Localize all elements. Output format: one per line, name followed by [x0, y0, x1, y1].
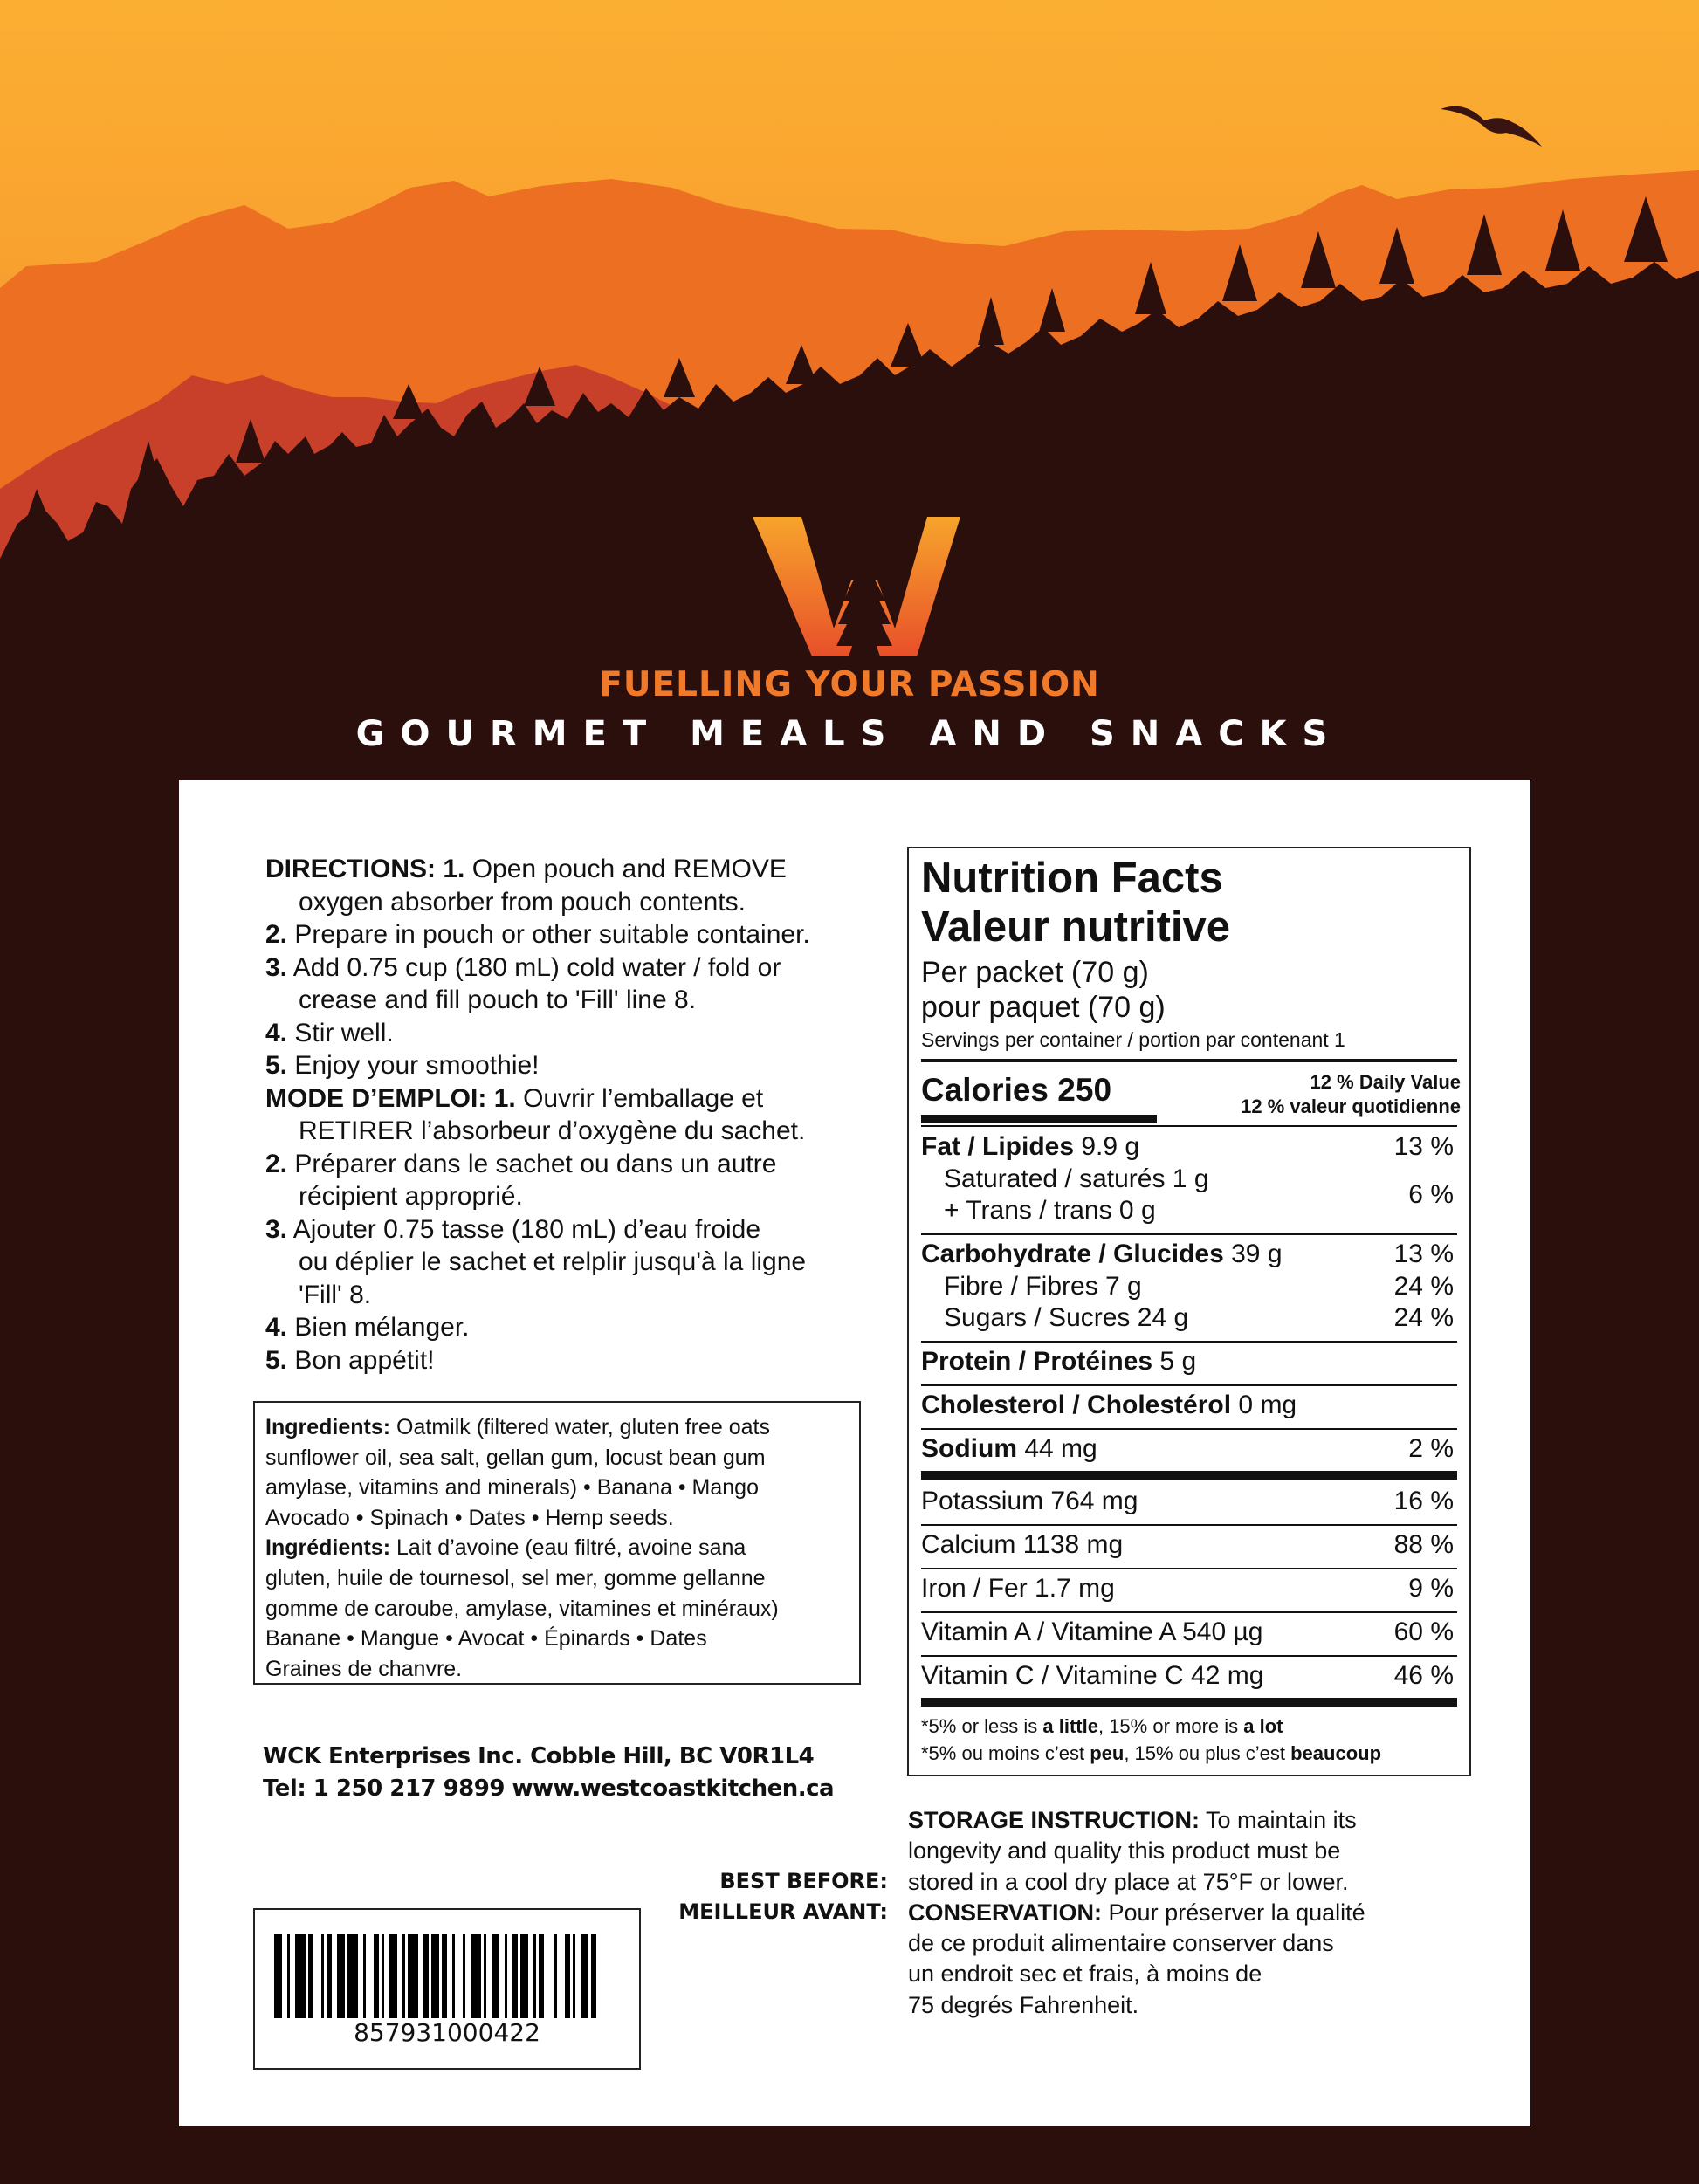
rule: [921, 1655, 1457, 1657]
footnote-emph: a little: [1042, 1715, 1098, 1737]
step-number: 2.: [265, 920, 288, 949]
row-vitamin-c: [921, 1661, 1457, 1691]
rule: [921, 1233, 1457, 1235]
step-number: 5.: [265, 1051, 288, 1080]
row-sodium: [921, 1434, 1457, 1464]
rule: [921, 1428, 1457, 1430]
ingredients-line: gomme de caroube, amylase, vitamines et minéraux): [265, 1596, 779, 1621]
barcode-bar: [337, 1934, 345, 2018]
step-number: 1.: [443, 855, 465, 883]
footnote-fr: [921, 1740, 1469, 1767]
ingredients-line: sunflower oil, sea salt, gellan gum, locust bean gum: [265, 1445, 766, 1470]
sodium-pct: 2 %: [1408, 1434, 1454, 1463]
calcium-pct: 88 %: [1393, 1530, 1454, 1559]
footnote: [921, 1713, 1469, 1767]
directions-step: Prepare in pouch or other suitable container.: [294, 920, 810, 949]
row-calcium: [921, 1530, 1457, 1560]
directions-step: Bon appétit!: [294, 1345, 435, 1375]
barcode-bar: [484, 1934, 486, 2018]
row-fibre: [944, 1272, 1457, 1301]
sat-trans-pct: 6 %: [1408, 1180, 1454, 1209]
sugars-label: Sugars / Sucres 24 g: [944, 1303, 1189, 1332]
storage-line: de ce produit alimentaire conserver dans: [908, 1930, 1334, 1957]
ingredients-line: Lait d’avoine (eau filtré, avoine sana: [396, 1535, 746, 1561]
serving-size-fr: pour paquet (70 g): [921, 991, 1166, 1024]
footnote-text: , 15% ou plus c’est: [1124, 1742, 1291, 1764]
directions-step: Bien mélanger.: [294, 1313, 470, 1342]
nutrition-title-en: Nutrition Facts: [921, 855, 1223, 902]
barcode-bar: [554, 1934, 557, 2018]
barcode-bar: [389, 1934, 397, 2018]
storage-heading: STORAGE INSTRUCTION:: [908, 1807, 1200, 1833]
directions-step: ou déplier le sachet et relplir jusqu'à la ligne: [299, 1247, 807, 1276]
barcode-bar: [581, 1934, 588, 2018]
storage-instructions: [908, 1805, 1484, 2021]
ingredients-line: Oatmilk (filtered water, gluten free oats: [396, 1415, 770, 1439]
barcode-bar: [308, 1934, 313, 2018]
tagline-primary: FUELLING YOUR PASSION: [599, 665, 1100, 704]
ingredients-line: Graines de chanvre.: [265, 1656, 463, 1681]
calories-bar: [921, 1115, 1157, 1123]
step-number: 1.: [493, 1083, 516, 1113]
carb-label: Carbohydrate / Glucides: [921, 1240, 1224, 1268]
footnote-text: *5% ou moins c’est: [921, 1742, 1090, 1764]
barcode-bar: [533, 1934, 536, 2018]
rule: [921, 1384, 1457, 1386]
row-vitamin-a: [921, 1617, 1457, 1647]
row-potassium: [921, 1487, 1457, 1516]
nutrition-facts-table: [907, 847, 1471, 1776]
step-number: 4.: [265, 1018, 288, 1047]
barcode-bar: [463, 1934, 465, 2018]
footnote-emph: beaucoup: [1290, 1742, 1382, 1764]
barcode-bar: [442, 1934, 447, 2018]
iron-pct: 9 %: [1408, 1574, 1454, 1603]
vitamin-a-label: Vitamin A / Vitamine A 540 µg: [921, 1617, 1263, 1646]
step-number: 3.: [265, 1214, 288, 1244]
row-iron: [921, 1574, 1457, 1604]
directions-step: Ajouter 0.75 tasse (180 mL) d’eau froide: [292, 1214, 761, 1244]
iron-label: Iron / Fer 1.7 mg: [921, 1574, 1115, 1603]
mode-emploi-heading: MODE D’EMPLOI:: [265, 1083, 487, 1113]
barcode-box: [253, 1908, 641, 2070]
storage-line: un endroit sec et frais, à moins de: [908, 1961, 1262, 1988]
ingredients-line: gluten, huile de tournesol, sel mer, gomme gellanne: [265, 1565, 766, 1590]
fibre-label: Fibre / Fibres 7 g: [944, 1272, 1142, 1301]
rule: [921, 1125, 1457, 1127]
barcode-bar: [520, 1934, 528, 2018]
barcode-bar: [274, 1934, 282, 2018]
barcode-number: 857931000422: [354, 2018, 540, 2047]
sodium-label: Sodium: [921, 1434, 1017, 1463]
directions-step: Préparer dans le sachet ou dans un autre: [294, 1149, 777, 1178]
ingredients-line: Avocado • Spinach • Dates • Hemp seeds.: [265, 1505, 674, 1530]
fibre-pct: 24 %: [1393, 1272, 1454, 1301]
row-trans: + Trans / trans 0 g: [944, 1196, 1156, 1225]
ingredients-line: Banane • Mangue • Avocat • Épinards • Dates: [265, 1626, 707, 1652]
barcode-icon: [274, 1934, 623, 2018]
directions-step: récipient approprié.: [299, 1182, 523, 1211]
row-fat: [921, 1132, 1457, 1162]
tagline-secondary: GOURMET MEALS AND SNACKS: [355, 714, 1344, 754]
barcode-bar: [363, 1934, 366, 2018]
barcode-bar: [591, 1934, 596, 2018]
potassium-label: Potassium 764 mg: [921, 1487, 1138, 1515]
footnote-text: , 15% or more is: [1097, 1715, 1244, 1737]
storage-line: 75 degrés Fahrenheit.: [908, 1991, 1139, 2018]
best-before-en: BEST BEFORE:: [719, 1869, 888, 1893]
vitamin-c-pct: 46 %: [1393, 1661, 1454, 1690]
label-panel: [179, 780, 1530, 2126]
sugars-pct: 24 %: [1393, 1303, 1454, 1332]
best-before: [650, 1866, 888, 1927]
storage-line: longevity and quality this product must be: [908, 1837, 1341, 1865]
barcode-bar: [423, 1934, 429, 2018]
storage-line: stored in a cool dry place at 75°F or lower.: [908, 1868, 1349, 1895]
barcode-bar: [382, 1934, 384, 2018]
directions-step: crease and fill pouch to 'Fill' line 8.: [299, 986, 697, 1014]
rule: [921, 1341, 1457, 1343]
storage-line: To maintain its: [1206, 1807, 1357, 1833]
carb-pct: 13 %: [1393, 1240, 1454, 1268]
row-carbohydrate: [921, 1240, 1457, 1269]
thick-rule: [921, 1698, 1457, 1707]
thick-rule: [921, 1471, 1457, 1480]
row-saturated: Saturated / saturés 1 g: [944, 1164, 1209, 1193]
directions-heading: DIRECTIONS:: [265, 855, 436, 883]
row-protein: [921, 1347, 1457, 1377]
step-number: 5.: [265, 1345, 288, 1375]
rule: [921, 1524, 1457, 1526]
step-number: 3.: [265, 952, 288, 982]
barcode-bar: [374, 1934, 379, 2018]
footnote-en: [921, 1713, 1469, 1740]
sodium-amount: 44 mg: [1024, 1434, 1097, 1463]
barcode-bar: [295, 1934, 306, 2018]
barcode-bar: [573, 1934, 575, 2018]
barcode-bar: [505, 1934, 507, 2018]
footnote-emph: peu: [1090, 1742, 1125, 1764]
barcode-bar: [471, 1934, 481, 2018]
barcode-bar: [431, 1934, 439, 2018]
barcode-bar: [347, 1934, 358, 2018]
barcode-bar: [327, 1934, 332, 2018]
cholesterol-label: Cholesterol / Cholestérol: [921, 1391, 1232, 1419]
company-info: [263, 1741, 834, 1805]
rule: [921, 1568, 1457, 1569]
nutrition-title-fr: Valeur nutritive: [921, 903, 1231, 951]
protein-amount: 5 g: [1159, 1347, 1197, 1376]
directions-step: 'Fill' 8.: [299, 1280, 372, 1309]
vitamin-a-pct: 60 %: [1393, 1617, 1454, 1646]
daily-value-header: [1241, 1070, 1461, 1119]
vitamin-c-label: Vitamin C / Vitamine C 42 mg: [921, 1661, 1264, 1690]
barcode-bar: [402, 1934, 405, 2018]
directions-step: oxygen absorber from pouch contents.: [299, 887, 746, 917]
directions-step: Ouvrir l’emballage et: [523, 1083, 764, 1113]
barcode-bar: [452, 1934, 455, 2018]
barcode-bar: [539, 1934, 544, 2018]
ingredients-label-en: Ingredients:: [265, 1415, 391, 1439]
company-contact: Tel: 1 250 217 9899 www.westcoastkitchen.ca: [263, 1775, 835, 1802]
directions-step: Open pouch and REMOVE: [471, 855, 787, 883]
cholesterol-amount: 0 mg: [1238, 1391, 1297, 1419]
step-number: 2.: [265, 1149, 288, 1178]
calcium-label: Calcium 1138 mg: [921, 1530, 1124, 1559]
protein-label: Protein / Protéines: [921, 1347, 1153, 1376]
potassium-pct: 16 %: [1393, 1487, 1454, 1515]
footnote-text: *5% or less is: [921, 1715, 1043, 1737]
calories: Calories 250: [921, 1072, 1112, 1108]
fat-pct: 13 %: [1393, 1132, 1454, 1161]
storage-line: Pour préserver la qualité: [1108, 1899, 1365, 1926]
footnote-emph: a lot: [1243, 1715, 1283, 1737]
conservation-heading: CONSERVATION:: [908, 1899, 1103, 1926]
best-before-fr: MEILLEUR AVANT:: [678, 1899, 888, 1924]
fat-label: Fat / Lipides: [921, 1132, 1075, 1161]
barcode-bar: [321, 1934, 324, 2018]
serving-size-en: Per packet (70 g): [921, 956, 1149, 989]
barcode-bar: [492, 1934, 499, 2018]
barcode-bar: [565, 1934, 570, 2018]
directions-step: Stir well.: [294, 1018, 394, 1047]
ingredients-box: [253, 1401, 861, 1685]
company-address: WCK Enterprises Inc. Cobble Hill, BC V0R1L4: [263, 1743, 815, 1769]
daily-value-en: 12 % Daily Value: [1310, 1071, 1461, 1093]
ingredients-label-fr: Ingrédients:: [265, 1535, 391, 1561]
rule: [921, 1611, 1457, 1613]
step-number: 4.: [265, 1313, 288, 1342]
directions-step: RETIRER l’absorbeur d’oxygène du sachet.: [299, 1116, 806, 1145]
daily-value-fr: 12 % valeur quotidienne: [1241, 1095, 1461, 1117]
barcode-bar: [408, 1934, 418, 2018]
barcode-bar: [512, 1934, 518, 2018]
directions-step: Add 0.75 cup (180 mL) cold water / fold or: [292, 952, 781, 982]
directions-step: Enjoy your smoothie!: [294, 1051, 540, 1080]
row-cholesterol: [921, 1391, 1457, 1420]
rule: [921, 1059, 1457, 1062]
ingredients-line: amylase, vitamins and minerals) • Banana • Mango: [265, 1475, 759, 1501]
carb-amount: 39 g: [1231, 1240, 1283, 1268]
fat-amount: 9.9 g: [1081, 1132, 1140, 1161]
row-sugars: [944, 1303, 1457, 1333]
directions-section: [265, 853, 868, 1377]
barcode-bar: [287, 1934, 290, 2018]
servings-per-container: Servings per container / portion par contenant 1: [921, 1028, 1345, 1051]
